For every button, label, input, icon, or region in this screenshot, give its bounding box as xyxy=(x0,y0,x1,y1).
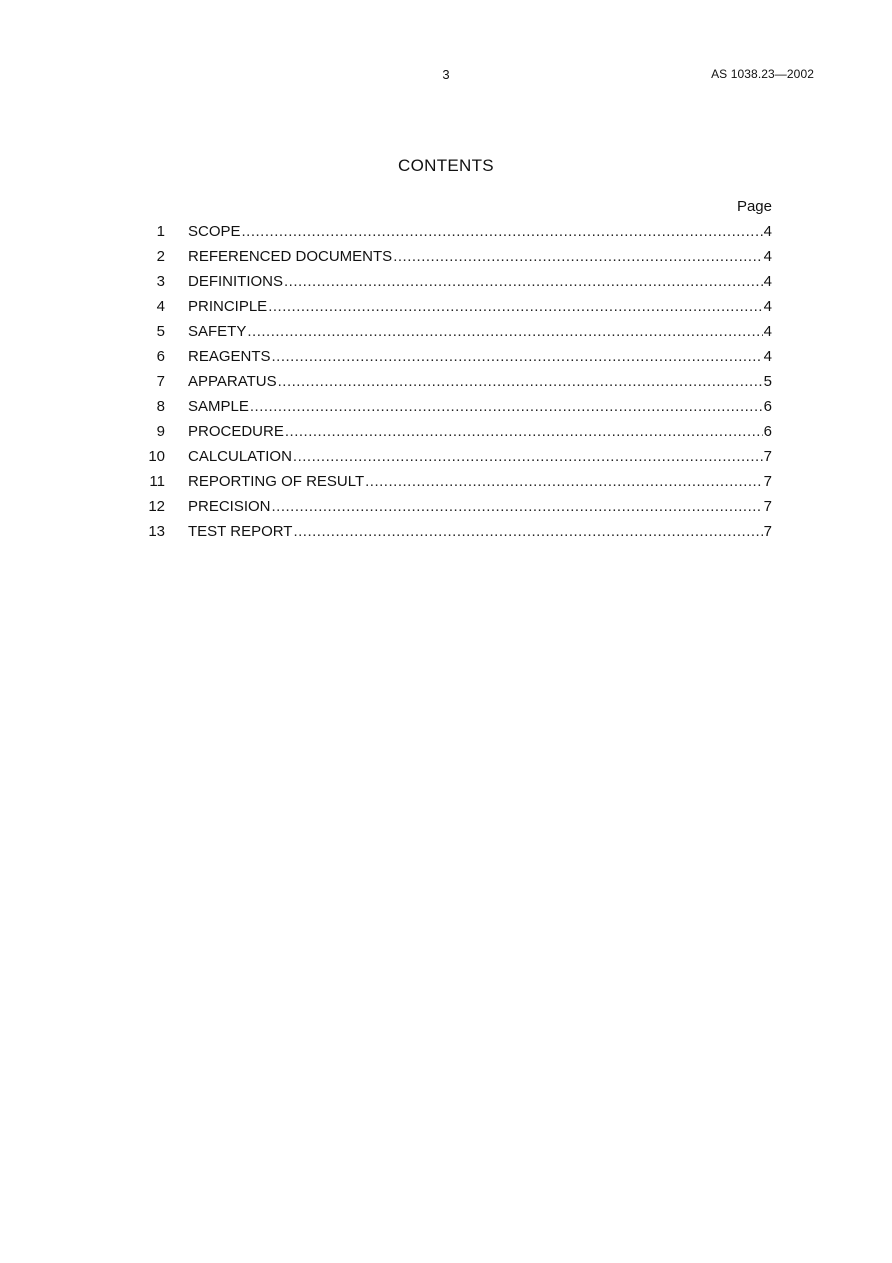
toc-entry-title: DEFINITIONS xyxy=(188,273,284,290)
toc-entry-number: 5 xyxy=(156,323,165,340)
toc-entry-title: PRINCIPLE xyxy=(188,298,268,315)
toc-entry-number: 9 xyxy=(156,423,165,440)
toc-entry[interactable] xyxy=(140,322,772,347)
toc-entry-number: 7 xyxy=(156,373,165,390)
toc-entry[interactable] xyxy=(140,347,772,372)
toc-entry-number: 8 xyxy=(156,398,165,415)
toc-entry-page: 6 xyxy=(763,423,772,440)
toc-dot-leader xyxy=(293,447,763,467)
toc-dot-leader xyxy=(247,322,762,342)
toc-dot-leader xyxy=(242,222,763,242)
toc-dot-leader xyxy=(393,247,762,267)
toc-entry-title: PROCEDURE xyxy=(188,423,284,440)
toc-dot-leader xyxy=(278,372,763,392)
toc-entry-number: 11 xyxy=(149,473,165,490)
toc-entry[interactable] xyxy=(140,247,772,272)
toc-entry-number: 4 xyxy=(156,298,165,315)
toc-dot-leader xyxy=(293,522,762,542)
toc-entry[interactable] xyxy=(140,522,772,547)
toc-entry-page: 7 xyxy=(763,498,772,515)
toc-entry-page: 4 xyxy=(763,273,772,290)
toc-dot-leader xyxy=(272,347,763,367)
toc-dot-leader xyxy=(365,472,763,492)
toc-entry-page: 5 xyxy=(763,373,772,390)
toc-entry-page: 4 xyxy=(763,223,772,240)
toc-entry-number: 3 xyxy=(156,273,165,290)
table-of-contents xyxy=(140,222,772,547)
toc-dot-leader xyxy=(268,297,762,317)
toc-entry-title: TEST REPORT xyxy=(188,523,293,540)
toc-entry-page: 7 xyxy=(763,448,772,465)
toc-entry-title: SAFETY xyxy=(188,323,247,340)
toc-entry-page: 4 xyxy=(763,298,772,315)
toc-entry-page: 4 xyxy=(763,348,772,365)
toc-dot-leader xyxy=(284,272,763,292)
toc-entry[interactable] xyxy=(140,447,772,472)
toc-dot-leader xyxy=(272,497,763,517)
toc-entry[interactable] xyxy=(140,422,772,447)
toc-entry-title: PRECISION xyxy=(188,498,271,515)
toc-entry-page: 7 xyxy=(763,473,772,490)
document-id: AS 1038.23—2002 xyxy=(711,67,814,81)
toc-entry[interactable] xyxy=(140,472,772,497)
toc-entry-number: 12 xyxy=(148,498,165,515)
toc-entry-page: 4 xyxy=(763,248,772,265)
toc-entry[interactable] xyxy=(140,497,772,522)
toc-entry[interactable] xyxy=(140,397,772,422)
toc-entry[interactable] xyxy=(140,297,772,322)
toc-entry-page: 4 xyxy=(763,323,772,340)
page-column-label: Page xyxy=(736,198,772,215)
toc-dot-leader xyxy=(250,397,763,417)
toc-entry[interactable] xyxy=(140,222,772,247)
toc-entry-title: SCOPE xyxy=(188,223,241,240)
toc-entry-title: REAGENTS xyxy=(188,348,271,365)
toc-entry-number: 13 xyxy=(148,523,165,540)
toc-entry-number: 10 xyxy=(148,448,165,465)
page-number: 3 xyxy=(442,67,450,82)
toc-entry-page: 7 xyxy=(763,523,772,540)
toc-entry-title: APPARATUS xyxy=(188,373,277,390)
toc-entry[interactable] xyxy=(140,372,772,397)
toc-entry-title: CALCULATION xyxy=(188,448,292,465)
toc-dot-leader xyxy=(285,422,763,442)
toc-entry-title: REPORTING OF RESULT xyxy=(188,473,365,490)
toc-entry-number: 6 xyxy=(156,348,165,365)
toc-entry[interactable] xyxy=(140,272,772,297)
toc-entry-title: REFERENCED DOCUMENTS xyxy=(188,248,393,265)
toc-entry-number: 1 xyxy=(156,223,165,240)
toc-entry-page: 6 xyxy=(763,398,772,415)
contents-title: CONTENTS xyxy=(398,156,494,175)
toc-entry-number: 2 xyxy=(156,248,165,265)
toc-entry-title: SAMPLE xyxy=(188,398,249,415)
